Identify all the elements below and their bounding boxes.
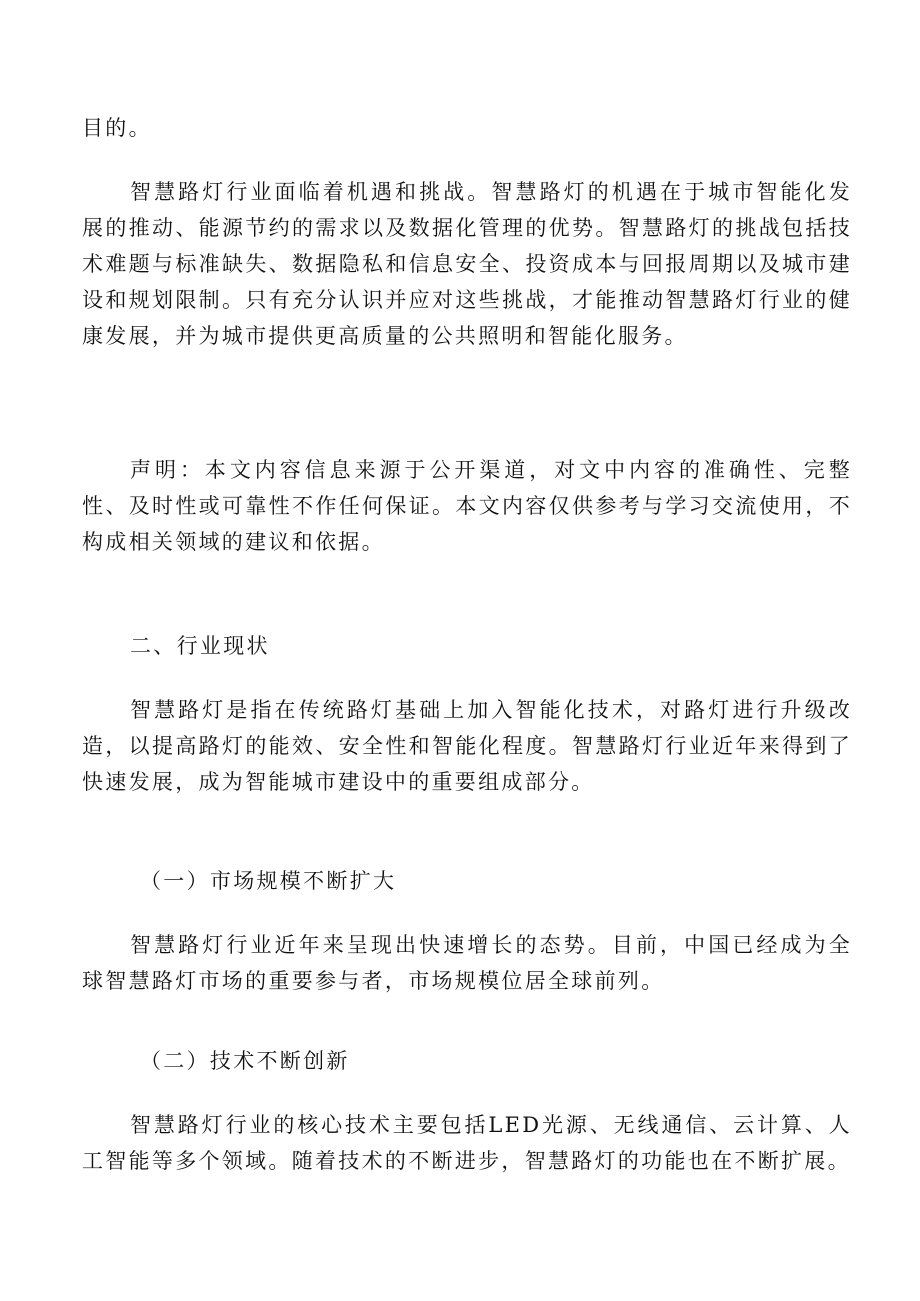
paragraph-industry-intro: 智慧路灯是指在传统路灯基础上加入智能化技术，对路灯进行升级改造，以提高路灯的能效、安全性和智能化程度。智慧路灯行业近年来得到了快速发展，成为智能城市建设中的重要组成部分。: [82, 698, 852, 794]
continuation-text: 目的。: [82, 116, 152, 140]
subheading-market-scale: （一）市场规模不断扩大: [140, 869, 397, 893]
section-heading-industry-status: 二、行业现状: [130, 634, 270, 658]
paragraph-tech-innovation: 智慧路灯行业的核心技术主要包括LED光源、无线通信、云计算、人工智能等多个领域。随着技术的不断进步，智慧路灯的功能也在不断扩展。: [82, 1113, 852, 1173]
subheading-tech-innovation: （二）技术不断创新: [140, 1049, 350, 1073]
disclaimer-paragraph: 声明：本文内容信息来源于公开渠道，对文中内容的准确性、完整性、及时性或可靠性不作任何保证。本文内容仅供参考与学习交流使用，不构成相关领域的建议和依据。: [82, 458, 852, 554]
paragraph-market-scale: 智慧路灯行业近年来呈现出快速增长的态势。目前，中国已经成为全球智慧路灯市场的重要参与者，市场规模位居全球前列。: [82, 933, 852, 993]
paragraph-opportunities-challenges: 智慧路灯行业面临着机遇和挑战。智慧路灯的机遇在于城市智能化发展的推动、能源节约的需求以及数据化管理的优势。智慧路灯的挑战包括技术难题与标准缺失、数据隐私和信息安全、投资成本与回报周期以及城市建设和规划限制。只有充分认识并应对这些挑战，才能推动智慧路灯行业的健康发展，并为城市提供更高质量的公共照明和智能化服务。: [82, 180, 852, 348]
